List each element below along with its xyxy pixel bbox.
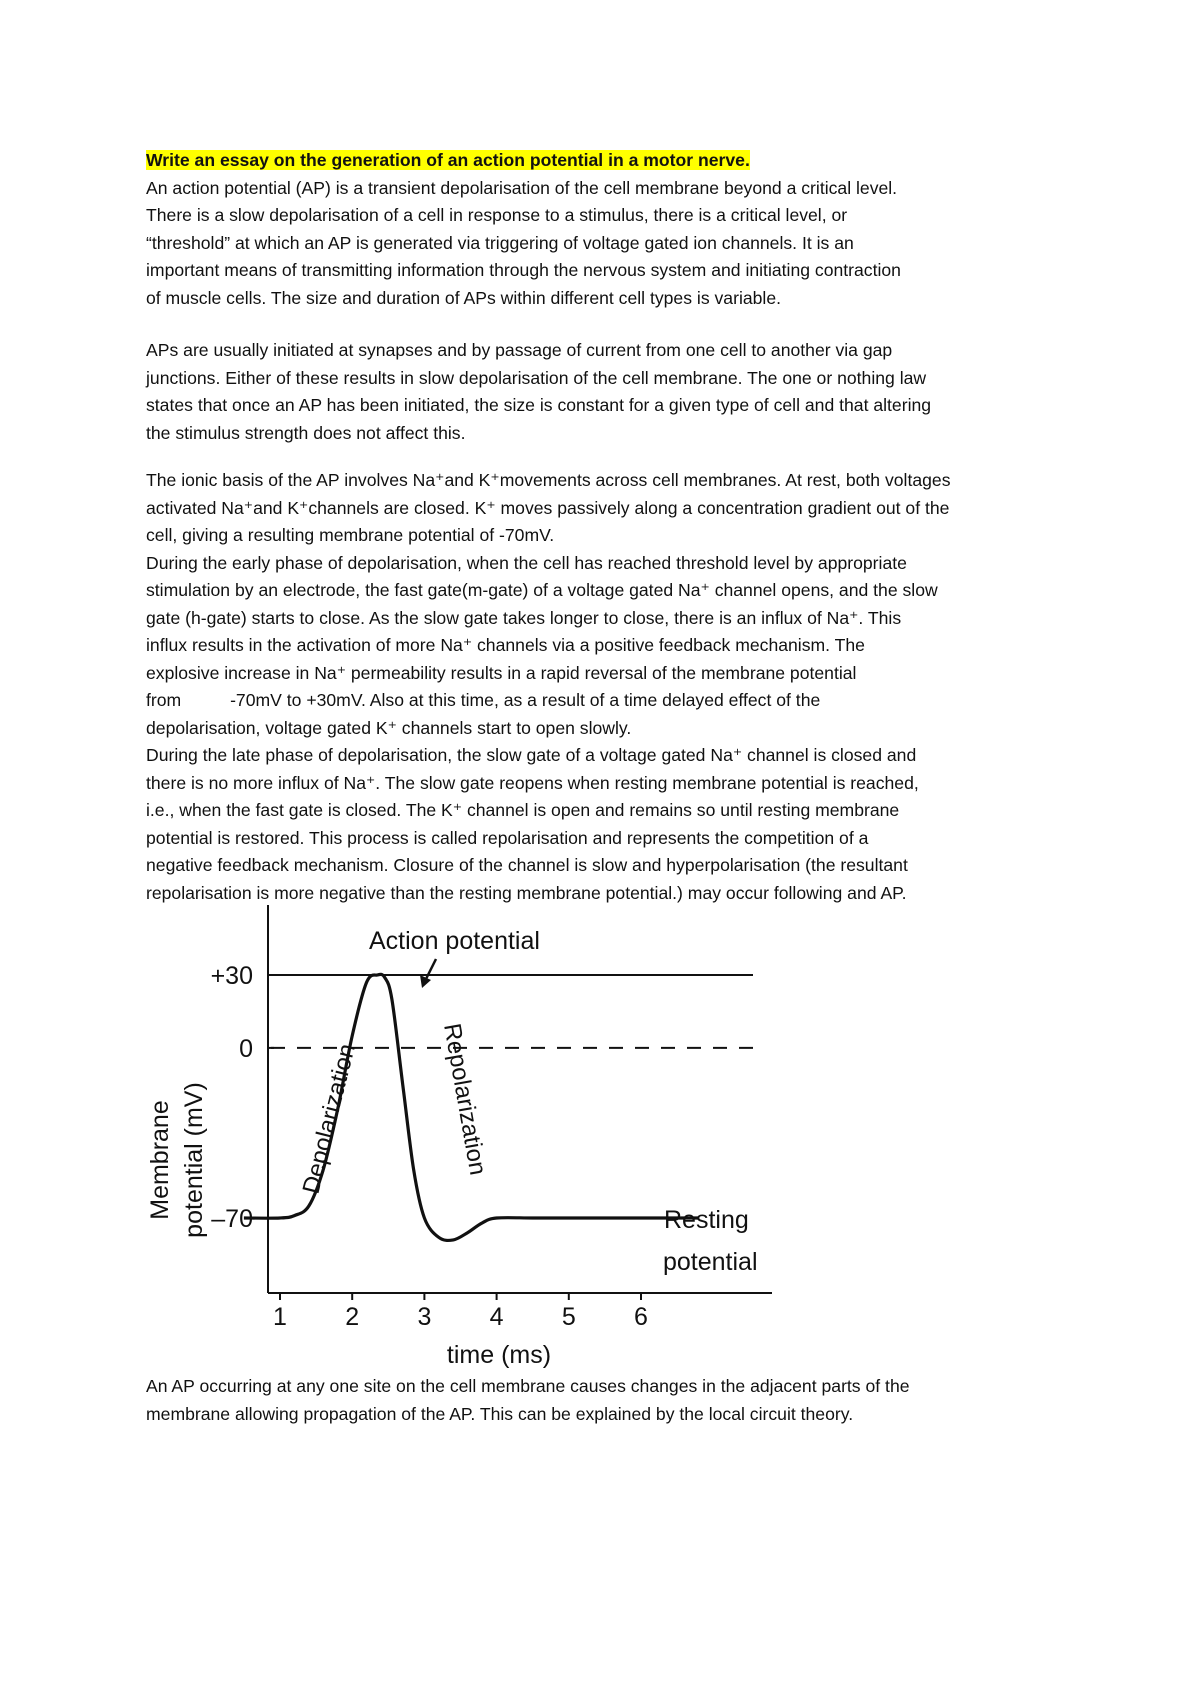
paragraph-line: explosive increase in Na⁺ permeability results in a rapid reversal of the membrane potential (146, 662, 857, 683)
paragraph-line: from -70mV to +30mV. Also at this time, as a result of a time delayed effect of the (146, 690, 821, 710)
paragraph-line: An action potential (AP) is a transient depolarisation of the cell membrane beyond a critical level. (146, 177, 898, 198)
x-tick-label: 2 (345, 1303, 360, 1331)
paragraph-line: depolarisation, voltage gated K⁺ channels start to open slowly. (146, 717, 632, 738)
paragraph-line: i.e., when the fast gate is closed. The K⁺ channel is open and remains so until resting membrane (146, 800, 900, 820)
y-tick-label: +30 (210, 962, 253, 990)
x-tick-label: 6 (634, 1303, 648, 1331)
y-axis-label-line-2: potential (mV) (180, 1082, 208, 1238)
paragraph-line: stimulation by an electrode, the fast gate(m-gate) of a voltage gated Na⁺ channel opens, and the slow (146, 580, 938, 600)
title-arrow (420, 959, 436, 988)
x-tick-label: 5 (561, 1303, 576, 1331)
paragraph-line: there is no more influx of Na⁺. The slow gate reopens when resting membrane potential is reached, (146, 772, 919, 793)
paragraph-line: important means of transmitting information through the nervous system and initiating contraction (146, 260, 901, 280)
y-axis-label-line-1: Membrane (146, 1100, 174, 1220)
paragraph-line: the stimulus strength does not affect this. (146, 422, 466, 443)
depolarization-label: Depolarization (297, 1041, 361, 1197)
paragraph-line: cell, giving a resulting membrane potential of -70mV. (146, 525, 555, 545)
paragraph-line: During the late phase of depolarisation, the slow gate of a voltage gated Na⁺ channel is closed and (146, 745, 917, 765)
paragraph-line: “threshold” at which an AP is generated via triggering of voltage gated ion channels. It is an (146, 232, 854, 253)
repolarization-label: Repolarization (438, 1021, 492, 1178)
paragraph-line: APs are usually initiated at synapses and by passage of current from one cell to another via gap (146, 340, 893, 360)
initiation-paragraph (146, 337, 1076, 447)
y-axis-label (146, 1082, 208, 1238)
paragraph-line: The ionic basis of the AP involves Na⁺and K⁺movements across cell membranes. At rest, both voltages (146, 470, 951, 490)
y-tick-label: –70 (211, 1205, 253, 1233)
heading-highlight: Write an essay on the generation of an action potential in a motor nerve. (146, 150, 750, 170)
paragraph-line: influx results in the activation of more Na⁺ channels via a positive feedback mechanism. The (146, 635, 865, 655)
x-tick-label: 3 (417, 1303, 432, 1331)
x-axis-label: time (ms) (446, 1341, 552, 1369)
paragraph-line: states that once an AP has been initiated, the size is constant for a given type of cell and that altering (146, 395, 932, 415)
paragraph-line: of muscle cells. The size and duration of APs within different cell types is variable. (146, 287, 781, 308)
paragraph-line: repolarisation is more negative than the resting membrane potential.) may occur following and AP. (146, 882, 907, 903)
paragraph-line: During the early phase of depolarisation, when the cell has reached threshold level by appropriate (146, 552, 907, 573)
x-tick-label: 1 (273, 1303, 287, 1331)
paragraph-line: junctions. Either of these results in slow depolarisation of the cell membrane. The one or nothing law (146, 367, 927, 388)
propagation-paragraph (146, 1373, 1076, 1428)
paragraph-line: negative feedback mechanism. Closure of the channel is slow and hyperpolarisation (the resultant (146, 855, 908, 875)
paragraph-line: membrane allowing propagation of the AP. This can be explained by the local circuit theory. (146, 1403, 854, 1424)
paragraph-line: potential is restored. This process is called repolarisation and represents the competition of a (146, 827, 869, 848)
paragraph-line: An AP occurring at any one site on the cell membrane causes changes in the adjacent parts of the (146, 1376, 910, 1396)
y-tick-label: 0 (239, 1034, 253, 1063)
essay-heading (146, 147, 1076, 175)
paragraph-line: There is a slow depolarisation of a cell in response to a stimulus, there is a critical level, or (146, 205, 848, 225)
ionic-basis-paragraph (146, 467, 1076, 907)
resting-label: Resting (664, 1206, 749, 1234)
intro-block (146, 147, 1076, 312)
x-tick-label: 4 (489, 1303, 504, 1331)
y-ticks (211, 962, 274, 1233)
x-ticks (273, 1293, 648, 1331)
potential-label: potential (663, 1248, 758, 1276)
action-potential-chart (136, 905, 796, 1375)
paragraph-line: gate (h-gate) starts to close. As the slow gate takes longer to close, there is an influx of Na⁺. This (146, 607, 902, 628)
chart-title: Action potential (369, 927, 540, 955)
paragraph-line: activated Na⁺and K⁺channels are closed. K⁺ moves passively along a concentration gradient out of the (146, 497, 950, 518)
